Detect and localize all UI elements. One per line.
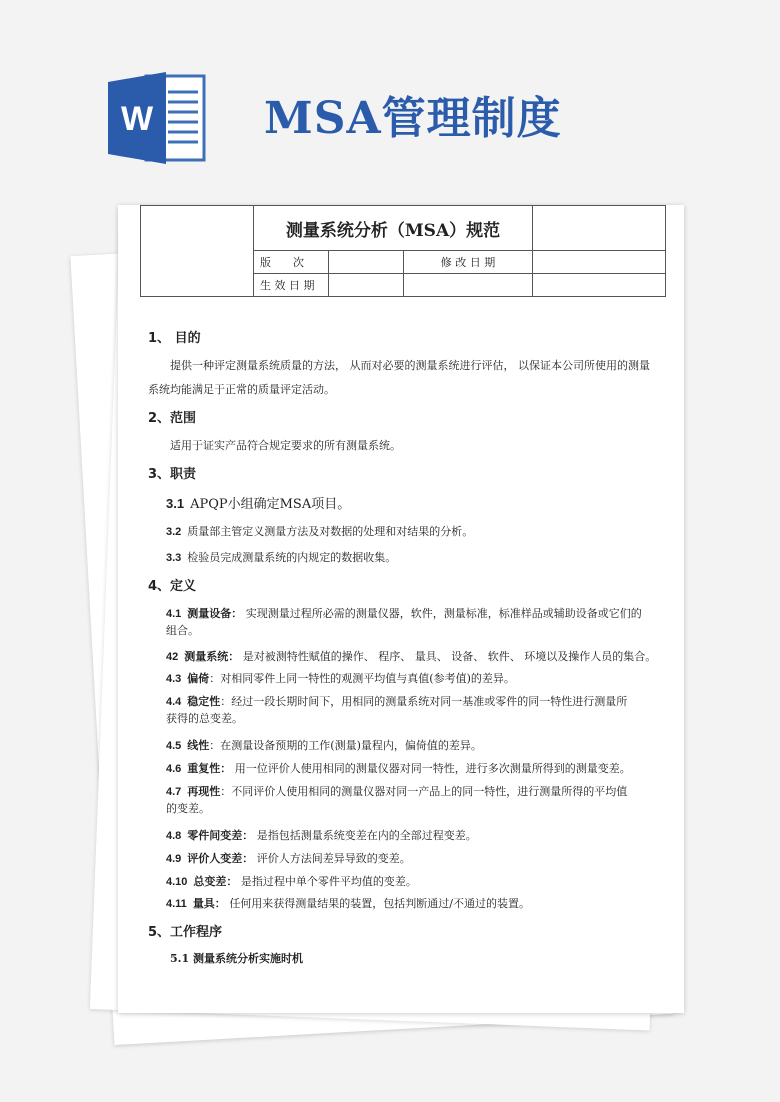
definition-item: 4.10 总变差： 是指过程中单个零件平均值的变差。 [166,875,417,888]
paragraph: 提供一种评定测量系统质量的方法， 从而对必要的测量系统进行评估， 以保证本公司所使用的测量 [170,359,650,372]
definition-item: 4.11 量具： 任何用来获得测量结果的装置，包括判断通过/不通过的装置。 [166,897,531,910]
section-heading: 3、职责 [148,467,197,482]
definition-item: 4.5 线性：在测量设备预期的工作(测量)量程内，偏倚值的差异。 [166,739,482,752]
definition-item: 4.4 稳定性：经过一段长期时间下，用相同的测量系统对同一基准或零件的同一特性进行测量所 [166,695,628,708]
revision-date-label: 修 改 日 期 [404,251,533,274]
definition-item: 4.3 偏倚：对相同零件上同一特性的观测平均值与真值(参考值)的差异。 [166,672,515,685]
subsection-heading: 5.1 测量系统分析实施时机 [170,952,303,965]
section-heading: 2、范围 [148,411,197,426]
list-item: 3.1 APQP小组确定MSA项目。 [166,496,351,512]
header [0,0,780,200]
list-item: 3.2 质量部主管定义测量方法及对数据的处理和对结果的分析。 [166,525,474,538]
definition-item: 4.1 测量设备： 实现测量过程所必需的测量仪器，软件，测量标准，标准样品或辅助设备或它们的 [166,607,642,620]
version-label: 版 次 [254,251,329,274]
definition-item-continued: 组合。 [166,624,199,637]
definition-item: 4.8 零件间变差： 是指包括测量系统变差在内的全部过程变差。 [166,829,477,842]
banner-title: MSA管理制度 [264,93,562,144]
effective-date-label: 生 效 日 期 [254,274,329,297]
paragraph: 适用于证实产品符合规定要求的所有测量系统。 [170,439,401,452]
document-body [118,205,684,1013]
section-heading: 5、工作程序 [148,925,223,940]
definition-item: 4.7 再现性：不同评价人使用相同的测量仪器对同一产品上的同一特性，进行测量所得的平均值 [166,785,628,798]
section-heading: 4、定义 [148,579,197,594]
definition-item-continued: 获得的总变差。 [166,712,243,725]
definition-item: 42 测量系统： 是对被测特性赋值的操作、 程序、 量具、 设备、 软件、 环境以及操作人员的集合。 [166,650,657,663]
definition-item-continued: 的变差。 [166,802,210,815]
definition-item: 4.9 评价人变差： 评价人方法间差异导致的变差。 [166,852,411,865]
svg-text:W: W [120,100,154,138]
section-heading: 1、 目的 [148,331,201,346]
paragraph: 系统均能满足于正常的质量评定活动。 [148,383,335,396]
definition-item: 4.6 重复性： 用一位评价人使用相同的测量仪器对同一特性，进行多次测量所得到的测量变差。 [166,762,631,775]
document-page [118,205,684,1013]
list-item: 3.3 检验员完成测量系统的内规定的数据收集。 [166,551,397,564]
document-title: 测量系统分析（MSA）规范 [254,206,533,251]
word-document-icon [108,72,208,164]
